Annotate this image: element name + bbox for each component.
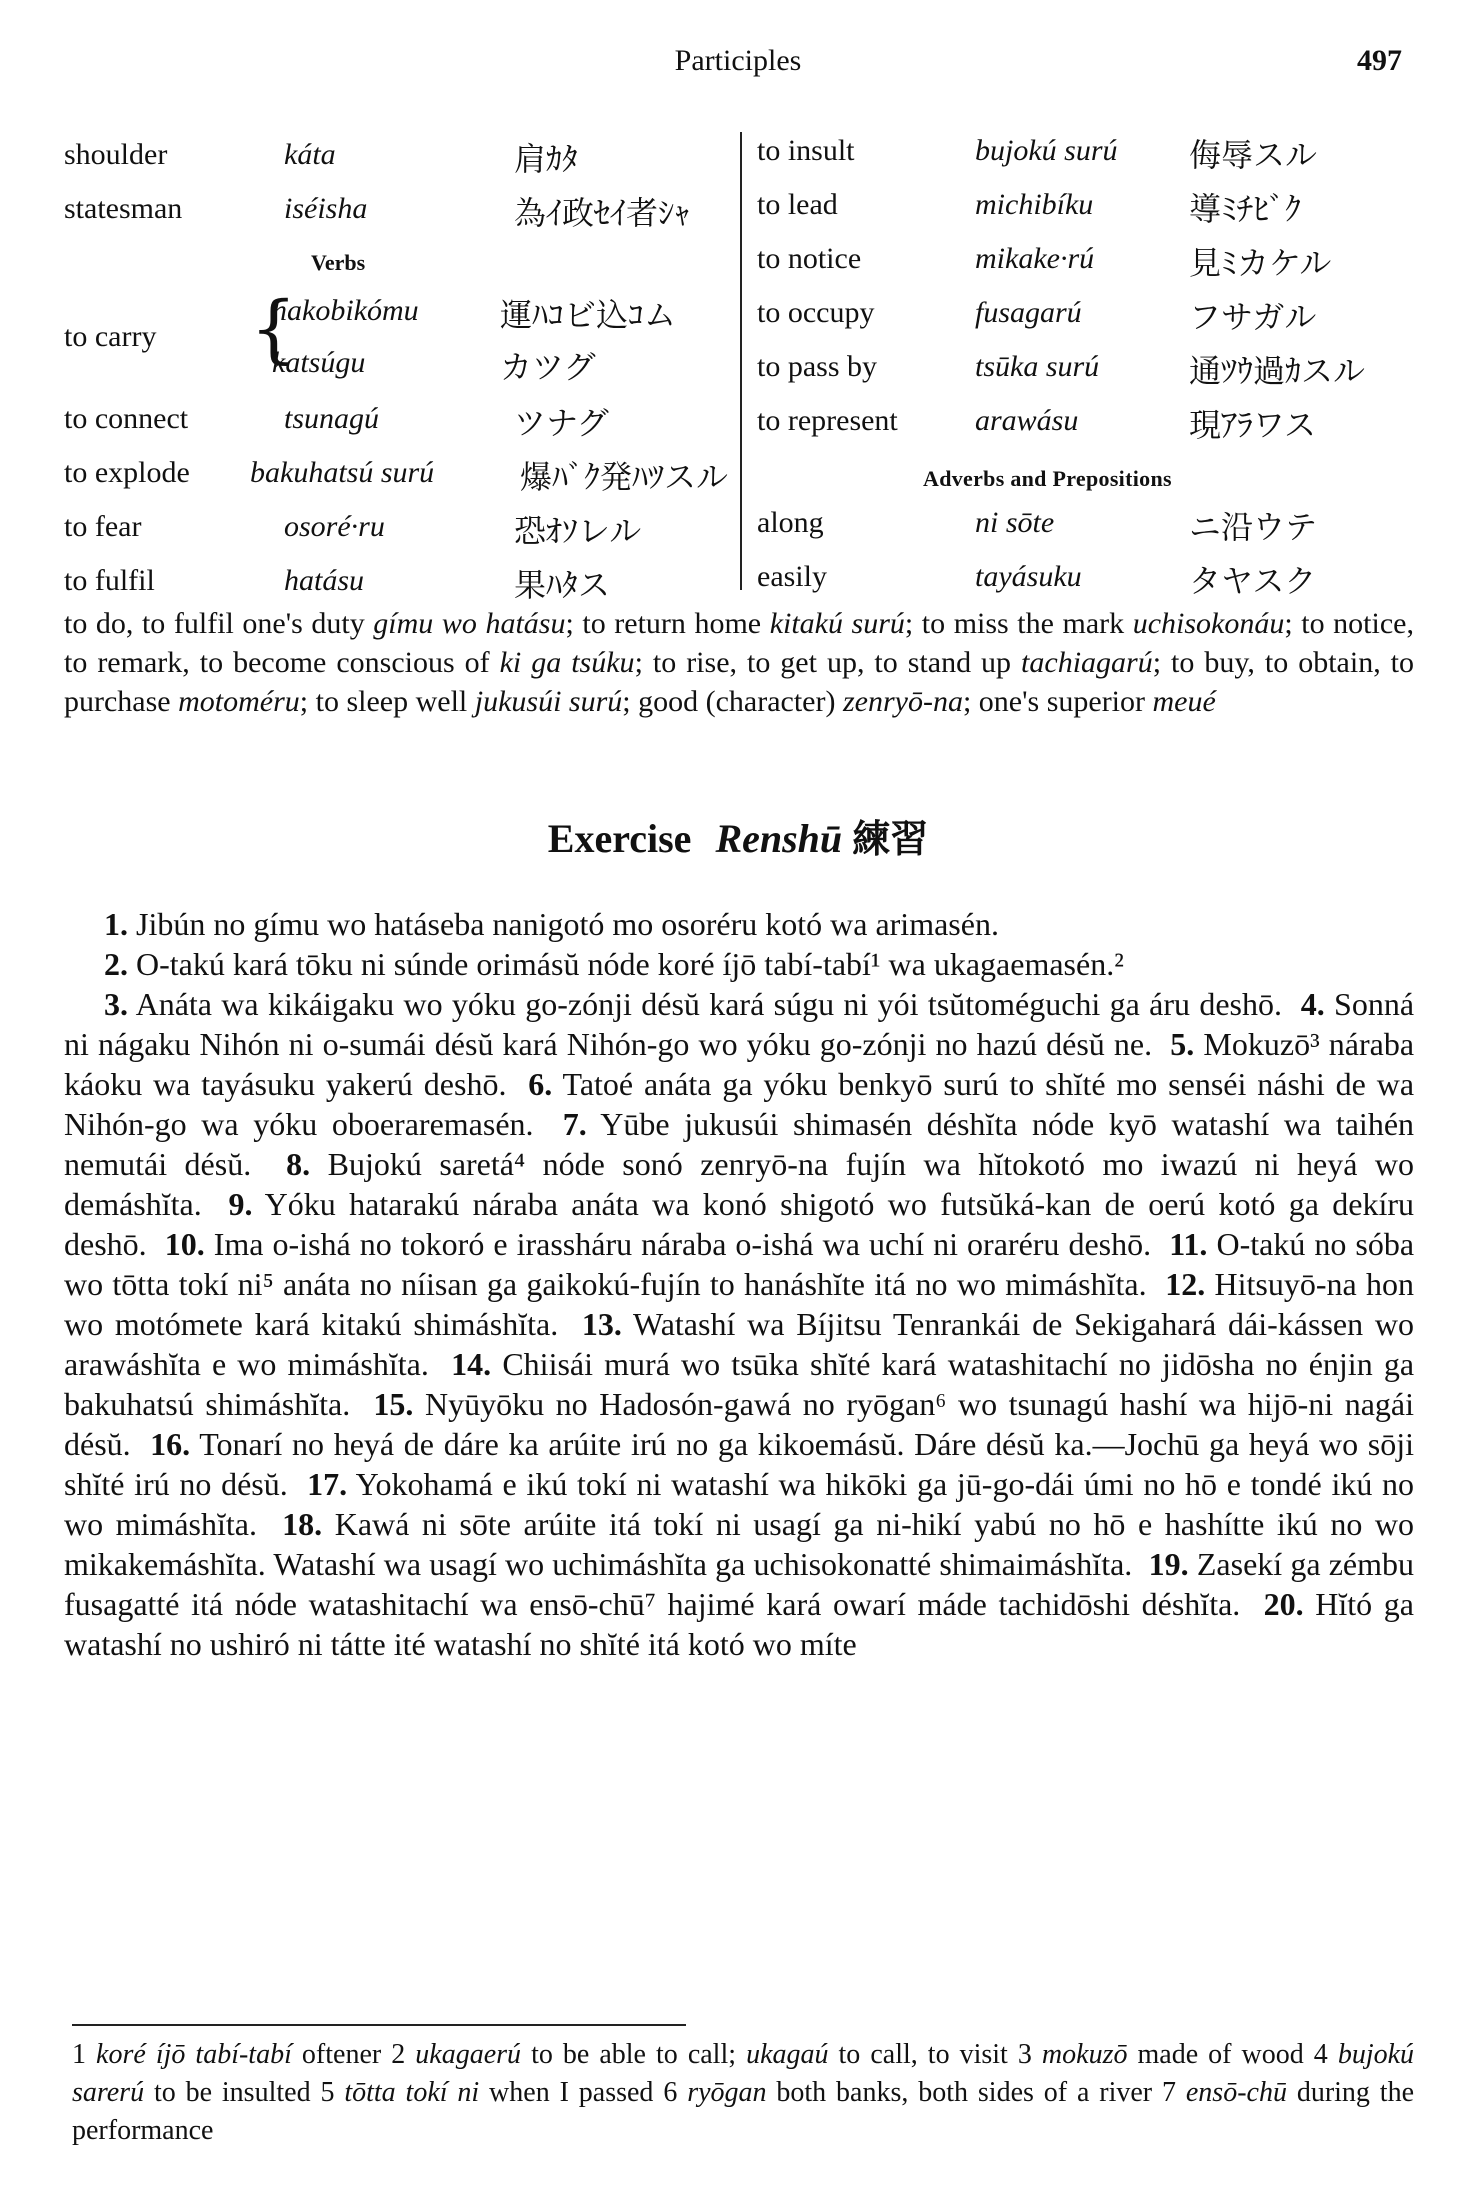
item-text: Nyūyōku no Hadosón-gawá no ryōgan⁶ wo tsunagú hashí wa hijō-ni nagái désŭ. <box>64 1386 1415 1462</box>
phrase-romaji: ki ga tsúku <box>499 646 635 679</box>
vocab-english: easily <box>757 560 827 593</box>
item-number: 1. <box>104 906 128 942</box>
vocab-kana: 現ｱﾗワス <box>1189 406 1317 444</box>
item-number: 15. <box>373 1386 414 1422</box>
vocab-kana: 肩ｶﾀ <box>514 140 579 178</box>
vocab-right-column <box>757 124 1417 604</box>
vocab-row <box>64 500 724 554</box>
vocab-kana: フサガル <box>1189 298 1317 336</box>
vocab-row <box>757 340 1417 394</box>
phrase-english: ; to buy, to obtain, to purchase <box>64 646 1415 718</box>
vocab-romaji: mikake·rú <box>975 242 1095 275</box>
item-text: Jibún no gímu wo hatáseba nanigotó mo osoréru kotó wa arimasén. <box>136 906 999 942</box>
vocab-row <box>64 128 724 182</box>
item-text: Hĭtó ga watashí no ushiró ni tátte ité watashí no shĭté itá kotó wo míte <box>64 1586 1415 1662</box>
vocab-romaji: káta <box>284 138 336 171</box>
item-number: 3. <box>104 986 128 1022</box>
phrase-romaji: uchisokonáu <box>1132 607 1285 640</box>
phrase-english: ; one's superior <box>962 685 1153 718</box>
item-number: 6. <box>528 1066 553 1102</box>
vocab-kana: 通ﾂｳ過ｶスル <box>1189 352 1366 390</box>
item-number: 5. <box>1170 1026 1195 1062</box>
phrase-english: ; to notice, to remark, to become conscious of <box>64 607 1414 679</box>
item-text: Kawá ni sōte arúite itá tokí ni usagí ga ni-hikí yabú no hō e hashítte ikú no wo mikakemáshĭta. Watashí wa usagí wo uchimáshĭta ga uchisokonatté shimaimáshĭta. <box>64 1506 1415 1582</box>
vocab-english: to fulfil <box>64 564 155 597</box>
vocab-romaji: hakobikómu <box>272 294 419 327</box>
vocab-kana: 侮辱スル <box>1189 136 1318 174</box>
adverbs-heading: Adverbs and Prepositions <box>923 466 1172 491</box>
item-number: 12. <box>1165 1266 1206 1302</box>
vocab-english: to notice <box>757 242 862 275</box>
item-number: 7. <box>562 1106 587 1142</box>
vocab-kana: カツグ <box>500 348 596 386</box>
exercise-title-en: Exercise <box>547 816 692 861</box>
vocab-kana: ツナグ <box>514 404 609 442</box>
item-text: Tatoé anáta ga yóku benkyō surú to shĭté mo senséi náshi de wa Nihón-go wa yóku oboeraremasén. <box>64 1066 1415 1142</box>
item-number: 16. <box>150 1426 191 1462</box>
phrase-english: ; good (character) <box>622 685 843 718</box>
exercise-text <box>64 904 1414 1664</box>
verbs-heading: Verbs <box>311 250 366 275</box>
vocab-kana: 為ｲ政ｾｲ者ｼｬ <box>514 194 691 232</box>
item-text: O-takú kará tōku ni súnde orimásŭ nóde koré íjō tabí-tabí¹ wa ukagaemasén.² <box>136 946 1124 982</box>
item-text: Anáta wa kikáigaku wo yóku go-zónji désŭ kará súgu ni yói tsŭtoméguchi ga áru deshō. <box>135 986 1283 1022</box>
phrase-english: ; to miss the mark <box>904 607 1133 640</box>
vocab-english: to fear <box>64 510 142 543</box>
vocab-romaji: osoré·ru <box>284 510 385 543</box>
item-number: 14. <box>451 1346 492 1382</box>
item-text: Sonná ni nágaku Nihón ni o-sumái désŭ kará Nihón-go wo yóku go-zónji no hazú désŭ ne. <box>64 986 1415 1062</box>
vocab-row <box>64 392 724 446</box>
vocab-kana: 導ﾐﾁﾋﾞｸ <box>1189 190 1302 228</box>
page-number: 497 <box>1357 44 1402 77</box>
vocab-kana: ニ沿ウテ <box>1189 508 1318 546</box>
phrase-romaji: kitakú surú <box>769 607 905 640</box>
vocab-kana: 運ﾊｺビ込ｺム <box>500 296 677 334</box>
item-text: Ima o-ishá no tokoró e irassháru náraba o-ishá wa uchí ni oraréru deshō. <box>213 1226 1152 1262</box>
phrase-english: ; to sleep well <box>299 685 475 718</box>
phrase-romaji: gímu wo hatásu <box>373 607 566 640</box>
vocab-romaji: ni sōte <box>975 506 1055 539</box>
vocab-kana: 見ﾐカケル <box>1189 244 1332 282</box>
vocab-romaji: bujokú surú <box>975 134 1118 167</box>
brace-icon: { <box>250 286 298 372</box>
item-text: Yokohamá e ikú tokí ni watashí wa hikōki ga jū-go-dái úmi no hō e tondé ikú no wo mimáshĭta. <box>64 1466 1415 1542</box>
item-number: 8. <box>286 1146 311 1182</box>
vocab-romaji: tayásuku <box>975 560 1082 593</box>
vocab-romaji: bakuhatsú surú <box>250 456 435 489</box>
vocab-row <box>757 550 1417 604</box>
vocab-kana: 恐ｵｿレル <box>514 512 642 550</box>
vocab-row <box>757 286 1417 340</box>
footnotes <box>72 2036 1414 2150</box>
vocab-kana: タヤスク <box>1189 562 1317 600</box>
item-text: Yūbe jukusúi shimasén déshĭta nóde kyō watashí wa taihén nemutái désŭ. <box>64 1106 1415 1182</box>
exercise-first-line <box>64 904 1414 944</box>
vocab-english: to insult <box>757 134 855 167</box>
vocab-romaji: iséisha <box>284 192 368 225</box>
vocab-row <box>64 182 724 236</box>
vocab-left-column <box>64 128 729 608</box>
vocab-english: to pass by <box>757 350 877 383</box>
phrase-romaji: jukusúi surú <box>474 685 623 718</box>
phrase-romaji: zenryō-na <box>842 685 963 718</box>
phrase-english: to do, to fulfil one's duty <box>64 607 374 640</box>
vocab-kana: 果ﾊﾀス <box>514 566 611 604</box>
item-number: 10. <box>164 1226 205 1262</box>
item-number: 13. <box>581 1306 622 1342</box>
vocab-english: to carry <box>64 320 157 353</box>
item-text: O-takú no sóba wo tōtta tokí ni⁵ anáta no níisan ga gaikokú-fujín to hanáshĭte itá no wo mimáshĭta. <box>64 1226 1415 1302</box>
vocab-row <box>757 232 1417 286</box>
item-text: Yóku hatarakú náraba anáta wa konó shigotó wo futsŭká-kan de oerú kotó ga dekíru deshō. <box>64 1186 1415 1262</box>
running-head: Participles <box>674 44 802 77</box>
phrases-paragraph <box>64 604 1414 721</box>
item-text: Mokuzō³ náraba káoku wa tayásuku yakerú deshō. <box>64 1026 1415 1102</box>
item-number: 9. <box>228 1186 253 1222</box>
phrase-english: ; to return home <box>565 607 770 640</box>
vocab-romaji: tsunagú <box>284 402 380 435</box>
footnote: 5 tōtta tokí ni when I passed <box>320 2077 664 2108</box>
vocab-kana: 爆ﾊﾞｸ発ﾊﾂスル <box>520 458 729 496</box>
item-text: Tonarí no heyá de dáre ka arúite irú no ga kikoemásŭ. Dáre désŭ ka.—Jochū ga heyá wo sōji shĭté irú no désŭ. <box>64 1426 1415 1502</box>
item-number: 19. <box>1148 1546 1189 1582</box>
vocab-english: to connect <box>64 402 189 435</box>
item-number: 4. <box>1300 986 1325 1022</box>
phrase-romaji: tachiagarú <box>1021 646 1153 679</box>
item-text: Bujokú saretá⁴ nóde sonó zenryō-na fujín wa hĭtokotó mo iwazú ni heyá wo demáshĭta. <box>64 1146 1415 1222</box>
item-text: Zasekí ga zémbu fusagatté itá nóde watashitachí wa ensō-chū⁷ hajimé kará owarí máde tachidōshi déshĭta. <box>64 1546 1415 1622</box>
vocab-romaji: hatásu <box>284 564 365 597</box>
phrase-romaji: motoméru <box>178 685 300 718</box>
phrase-english: ; to rise, to get up, to stand up <box>634 646 1022 679</box>
vocab-row <box>757 178 1417 232</box>
vocab-english: to explode <box>64 456 190 489</box>
item-text: Chiisái murá wo tsūka shĭté kará watashitachí no jidōsha no énjin ga bakuhatsú shimáshĭta. <box>64 1346 1415 1422</box>
footnote: 7 ensō-chū during the performance <box>72 2077 1415 2146</box>
vocab-row <box>757 124 1417 178</box>
vocab-english: along <box>757 506 824 539</box>
vocab-romaji: arawásu <box>975 404 1079 437</box>
vocab-row <box>757 394 1417 448</box>
footnote: 2 ukagaerú to be able to call; ukagaú to call, to visit <box>391 2039 1018 2070</box>
footnote: 6 ryōgan both banks, both sides of a river <box>663 2077 1162 2108</box>
item-number: 17. <box>307 1466 348 1502</box>
footnote: 3 mokuzō made of wood <box>1017 2039 1314 2070</box>
vocab-english: shoulder <box>64 138 168 171</box>
exercise-paragraph <box>64 984 1414 1664</box>
vocab-row <box>64 554 724 608</box>
vocab-romaji: michibíku <box>975 188 1094 221</box>
vocab-english: to lead <box>757 188 838 221</box>
footnote: 1 koré íjō tabí-tabí oftener <box>72 2039 392 2070</box>
vocab-row <box>64 446 729 500</box>
item-text: Hitsuyō-na hon wo motómete kará kitakú shimáshĭta. <box>64 1266 1415 1342</box>
footnote-rule <box>72 2024 686 2026</box>
item-text: Watashí wa Bíjitsu Tenrankái de Sekigahará dái-kássen wo arawáshĭta e wo mimáshĭta. <box>64 1306 1415 1382</box>
exercise-title-romaji: Renshū <box>715 816 843 861</box>
item-number: 20. <box>1263 1586 1304 1622</box>
carry-group <box>64 284 724 392</box>
vocab-romaji: katsúgu <box>272 346 366 379</box>
exercise-title <box>0 808 1476 863</box>
footnote: 4 bujokú sarerú to be insulted <box>72 2039 1415 2108</box>
exercise-paragraph <box>64 944 1414 984</box>
exercise-title-kanji: 練習 <box>852 817 929 861</box>
item-number: 11. <box>1169 1226 1208 1262</box>
phrase-romaji: meué <box>1152 685 1216 718</box>
vocab-row <box>757 496 1417 550</box>
vocab-english: to occupy <box>757 296 875 329</box>
vocab-english: to represent <box>757 404 898 437</box>
vocab-romaji: fusagarú <box>975 296 1082 329</box>
column-divider <box>740 132 742 590</box>
item-number: 2. <box>104 946 128 982</box>
vocab-romaji: tsūka surú <box>975 350 1100 383</box>
vocab-english: statesman <box>64 192 183 225</box>
item-number: 18. <box>282 1506 323 1542</box>
